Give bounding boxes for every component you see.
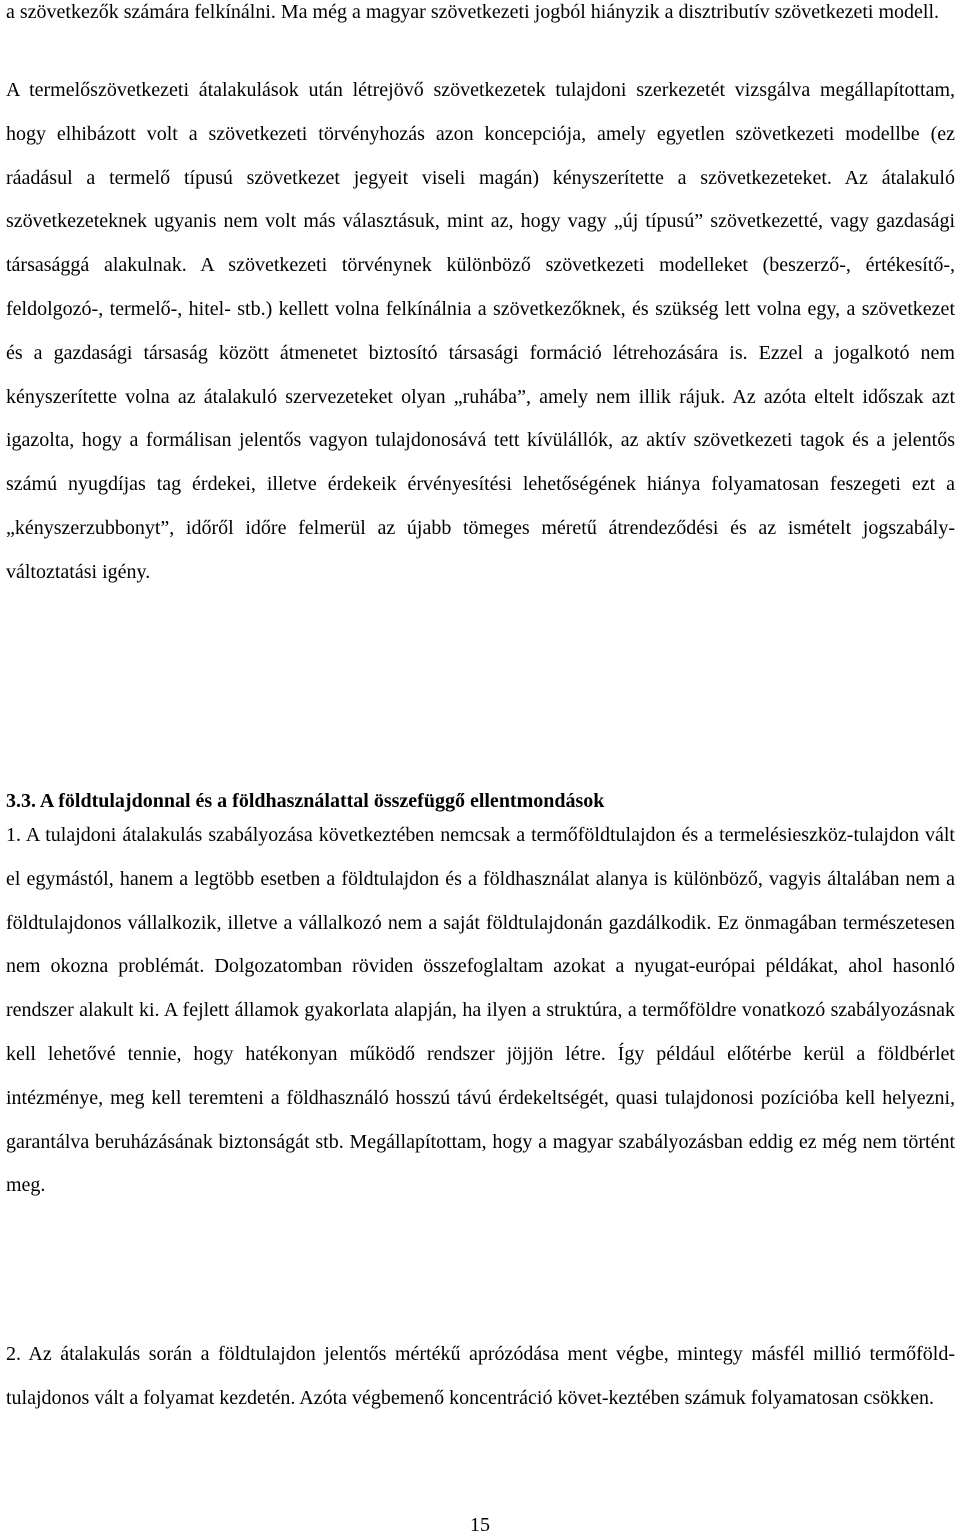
page-number: 15 [470, 1514, 490, 1536]
numbered-paragraph-2: 2. Az átalakulás során a földtulajdon jelentős mértékű aprózódása ment végbe, mintegy másfél millió termőföld-tulajdonos vált a folyamat kezdetén. Azóta végbemenő koncentráció követ-keztében számuk folyamatosan csökken. [6, 1343, 955, 1409]
section-heading: 3.3. A földtulajdonnal és a földhasználattal összefüggő ellentmondások [6, 790, 605, 812]
intro-paragraph: a szövetkezők számára felkínálni. Ma még a magyar szövetkezeti jogból hiányzik a disztributív szövetkezeti modell. [6, 1, 939, 23]
numbered-paragraph-1: 1. A tulajdoni átalakulás szabályozása következtében nemcsak a termőföldtulajdon és a termelésieszköz-tulajdon vált el egymástól, hanem a legtöbb esetben a földtulajdon és a földhasználat alanya is különböző, vagyis általában nem a földtulajdonos vállalkozik, illetve a vállalkozó nem a saját földtulajdonán gazdálkodik. Ez önmagában természetesen nem okozna problémát. Dolgozatomban röviden összefoglaltam azokat a nyugat-európai példákat, ahol hasonló rendszer alakult ki. A fejlett államok gyakorlata alapján, ha ilyen a struktúra, a termőföldre vonatkozó szabályozásnak kell lehetővé tennie, hogy hatékonyan működő rendszer jöjjön létre. Így például előtérbe kerül a földbérlet intézménye, meg kell teremteni a földhasználó hosszú távú érdekeltségét, quasi tulajdonosi pozícióba kell helyezni, garantálva beruházásának biztonságát stb. Megállapítottam, hogy a magyar szabályozásban eddig ez még nem történt meg. [6, 824, 955, 1197]
main-paragraph: A termelőszövetkezeti átalakulások után létrejövő szövetkezetek tulajdoni szerkezetét vizsgálva megállapítottam, hogy elhibázott volt a szövetkezeti törvényhozás azon koncepciója, amely egyetlen szövetkezeti modellbe (ez ráadásul a termelő típusú szövetkezet jegyeit viseli magán) kényszerítette a szövetkezeteket. Az átalakuló szövetkezeteknek ugyanis nem volt más választásuk, mint az, hogy vagy „új típusú” szövetkezetté, vagy gazdasági társasággá alakulnak. A szövetkezeti törvénynek különböző szövetkezeti modelleket (beszerző-, értékesítő-, feldolgozó-, termelő-, hitel- stb.) kellett volna felkínálnia a szövetkezőknek, és szükség lett volna egy, a szövetkezet és a gazdasági társaság között átmenetet biztosító társasági formáció létrehozására is. Ezzel a jogalkotó nem kényszerítette volna az átalakuló szervezeteket olyan „ruhába”, amely nem illik rájuk. Az azóta eltelt időszak azt igazolta, hogy a formálisan jelentős vagyon tulajdonosává tett kívülállók, az aktív szövetkezeti tagok és a jelentős számú nyugdíjas tag érdekei, illetve érdekeik érvényesítési lehetőségének hiánya folyamatosan feszegeti ezt a „kényszerzubbonyt”, időről időre felmerül az újabb tömeges méretű átrendeződési és az ismételt jogszabály-változtatási igény. [6, 79, 955, 583]
